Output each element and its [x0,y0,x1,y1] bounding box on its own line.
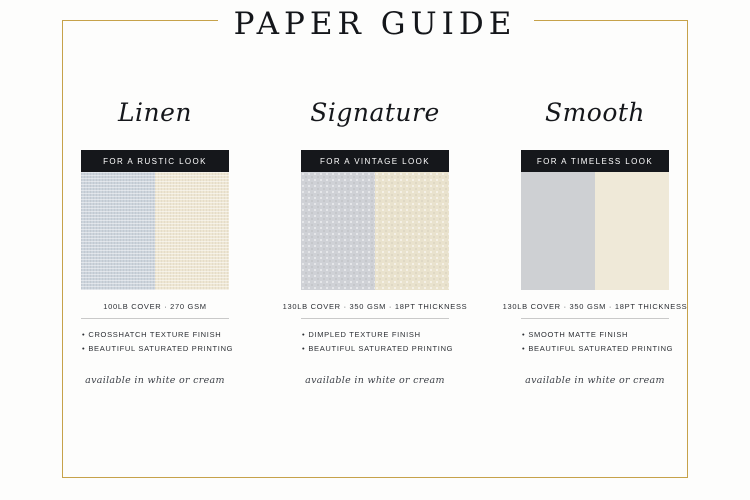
paper-name: Signature [310,98,440,127]
feature-label: BEAUTIFUL SATURATED PRINTING [308,344,454,354]
swatch-cream [375,172,449,290]
swatch-white [301,172,375,290]
swatch-pair [301,172,449,290]
divider [301,318,449,319]
paper-option-signature [282,100,468,386]
paper-option-smooth [502,100,688,386]
divider [81,318,229,319]
bullet-icon: • [522,330,526,339]
list-item [522,328,670,342]
bullet-icon: • [522,344,526,354]
page-title: PAPER GUIDE [233,6,517,42]
swatch-cream [155,172,229,290]
feature-list [520,328,674,357]
swatch-white [81,172,155,290]
feature-list [300,328,454,357]
availability-note: available in white or cream [525,374,665,386]
feature-list [80,328,234,357]
look-banner: FOR A RUSTIC LOOK [81,150,229,172]
list-item [522,342,674,356]
list-item [302,342,454,356]
list-item [82,328,230,342]
bullet-icon: • [82,330,86,339]
paper-options-row [62,100,688,386]
bullet-icon: • [302,330,306,339]
paper-option-linen [62,100,248,386]
look-banner: FOR A TIMELESS LOOK [521,150,669,172]
feature-label: DIMPLED TEXTURE FINISH [308,330,421,339]
feature-label: CROSSHATCH TEXTURE FINISH [88,330,222,339]
swatch-pair [521,172,669,290]
paper-spec: 130LB COVER · 350 GSM · 18PT THICKNESS [502,302,688,311]
divider [521,318,669,319]
paper-name: Linen [117,98,193,127]
list-item [302,328,450,342]
paper-spec: 100LB COVER · 270 GSM [103,302,207,311]
feature-label: BEAUTIFUL SATURATED PRINTING [88,344,234,354]
bullet-icon: • [302,344,306,354]
look-banner: FOR A VINTAGE LOOK [301,150,449,172]
swatch-pair [81,172,229,290]
swatch-cream [595,172,669,290]
list-item [82,342,234,356]
swatch-white [521,172,595,290]
availability-note: available in white or cream [85,374,225,386]
feature-label: SMOOTH MATTE FINISH [528,330,629,339]
paper-spec: 130LB COVER · 350 GSM · 18PT THICKNESS [282,302,468,311]
availability-note: available in white or cream [305,374,445,386]
feature-label: BEAUTIFUL SATURATED PRINTING [528,344,674,354]
paper-name: Smooth [544,98,646,127]
bullet-icon: • [82,344,86,354]
